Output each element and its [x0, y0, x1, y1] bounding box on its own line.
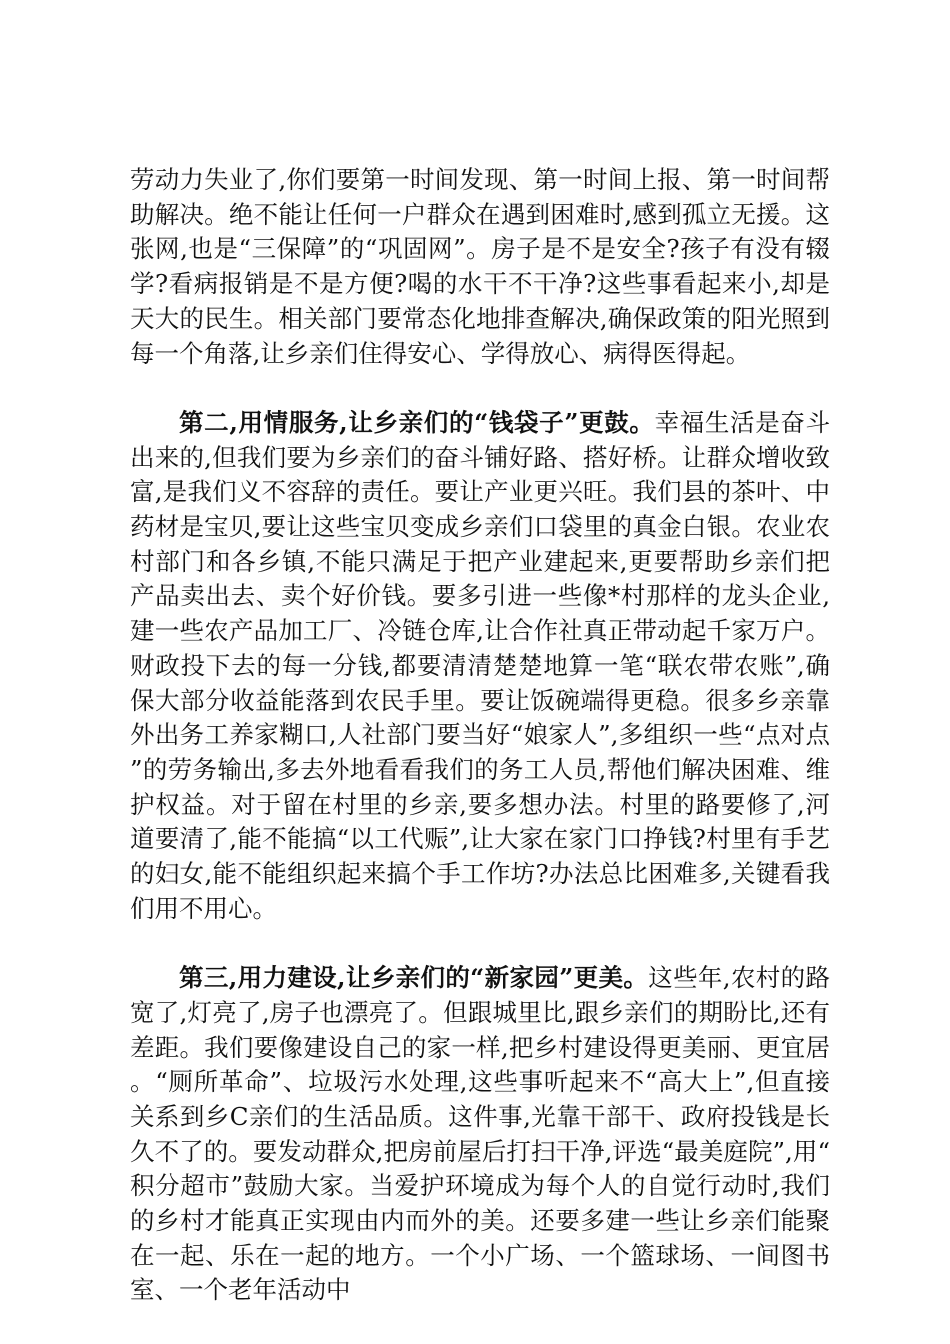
- paragraph-text: 这些年,农村的路宽了,灯亮了,房子也漂亮了。但跟城里比,跟乡亲们的期盼比,还有差距。我们要像建设自己的家一样,把乡村建设得更美丽、更宜居。“厕所革命”、垃圾污水处理,这些事听起来不“高大上”,但直接关系到乡C亲们的生活品质。这件事,光靠干部干、政府投钱是长久不了的。要发动群众,把房前屋后打扫干净,评选“最美庭院”,用“积分超市”鼓励大家。当爱护环境成为每个人的自觉行动时,我们的乡村才能真正实现由内而外的美。还要多建一些让乡亲们能聚在一起、乐在一起的地方。一个小广场、一个篮球场、一间图书室、一个老年活动中: [130, 963, 830, 1305]
- document-body: [130, 163, 830, 1308]
- paragraph-continuation: [130, 163, 830, 371]
- paragraph-text: 幸福生活是奋斗出来的,但我们要为乡亲们的奋斗铺好路、搭好桥。让群众增收致富,是我们义不容辞的责任。要让产业更兴旺。我们县的茶叶、中药材是宝贝,要让这些宝贝变成乡亲们口袋里的真金白银。农业农村部门和各乡镇,不能只满足于把产业建起来,更要帮助乡亲们把产品卖出去、卖个好价钱。要多引进一些像*村那样的龙头企业,建一些农产品加工厂、冷链仓库,让合作社真正带动起千家万户。财政投下去的每一分钱,都要清清楚楚地算一笔“联农带农账”,确保大部分收益能落到农民手里。要让饭碗端得更稳。很多乡亲靠外出务工养家糊口,人社部门要当好“娘家人”,多组织一些“点对点”的劳务输出,多去外地看看我们的务工人员,帮他们解决困难、维护权益。对于留在村里的乡亲,要多想办法。村里的路要修了,河道要清了,能不能搞“以工代赈”,让大家在家门口挣钱?村里有手艺的妇女,能不能组织起来搞个手工作坊?办法总比困难多,关键看我们用不用心。: [130, 407, 831, 923]
- paragraph-heading: 第三,用力建设,让乡亲们的“新家园”更美。: [179, 963, 649, 993]
- paragraph-homeland: [130, 961, 830, 1308]
- paragraph-text: 劳动力失业了,你们要第一时间发现、第一时间上报、第一时间帮助解决。绝不能让任何一户群众在遇到困难时,感到孤立无援。这张网,也是“三保障”的“巩固网”。房子是不是安全?孩子有没有辍学?看病报销是不是方便?喝的水干不干净?这些事看起来小,却是天大的民生。相关部门要常态化地排查解决,确保政策的阳光照到每一个角落,让乡亲们住得安心、学得放心、病得医得起。: [130, 165, 830, 368]
- paragraph-income: [130, 406, 830, 927]
- paragraph-heading: 第二,用情服务,让乡亲们的“钱袋子”更鼓。: [179, 407, 655, 437]
